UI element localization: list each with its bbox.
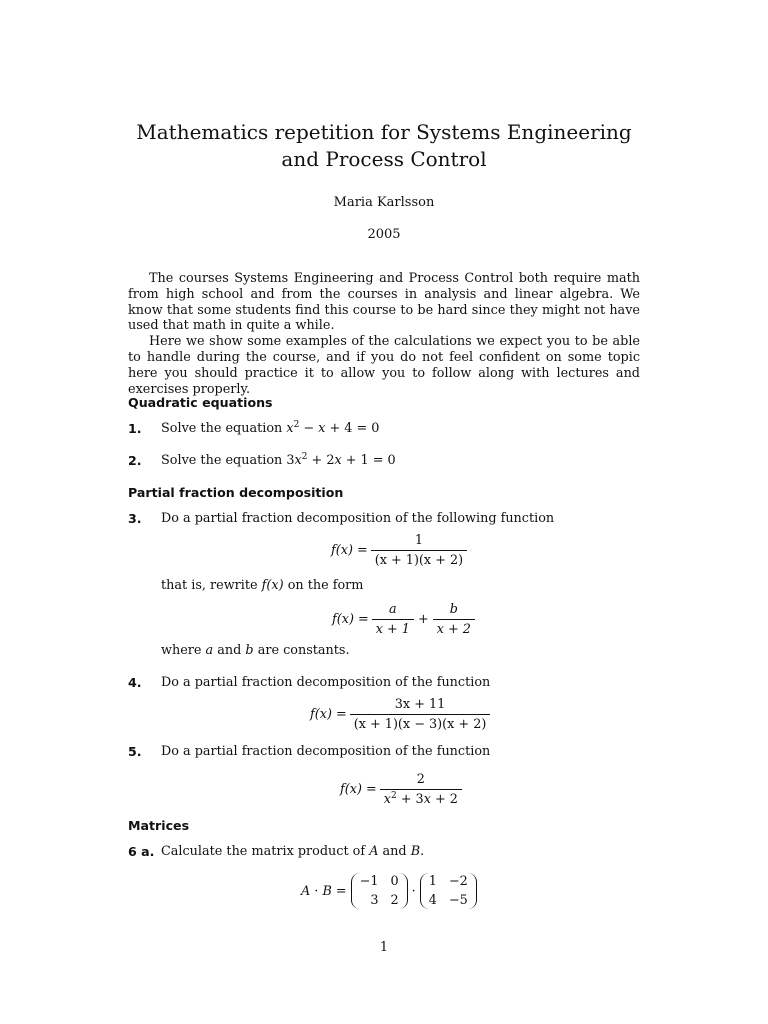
problem-number-3: 3. bbox=[128, 511, 142, 526]
matrix-equation: A · B = −1 0 3 2 · 1 −2 4 −5 bbox=[301, 873, 481, 909]
equation-1: $x^2 - x + 4 = 0$ bbox=[286, 420, 380, 436]
title-line-1: Mathematics repetition for Systems Engineering bbox=[136, 120, 632, 144]
problem-3-text-3: where a and b are constants. bbox=[161, 643, 350, 658]
introduction bbox=[128, 271, 640, 397]
section-heading-matrices: Matrices bbox=[128, 818, 190, 833]
section-heading-quadratic: Quadratic equations bbox=[128, 395, 273, 410]
title-line-2: and Process Control bbox=[281, 147, 487, 171]
problem-2-text: Solve the equation bbox=[161, 453, 283, 468]
problem-2 bbox=[161, 453, 396, 468]
problem-5-text: Do a partial fraction decomposition of the function bbox=[161, 744, 491, 759]
problem-number-2: 2. bbox=[128, 453, 142, 468]
problem-number-6a: 6 a. bbox=[128, 844, 155, 859]
problem-number-1: 1. bbox=[128, 421, 142, 436]
fraction: $\frac{2}{x^2 + 3x + 2}$ bbox=[380, 772, 462, 807]
fx-label: f(x) = bbox=[340, 782, 377, 797]
matrix-b: 1 −2 4 −5 bbox=[420, 873, 477, 909]
fx-label: f(x) = bbox=[331, 543, 368, 558]
fx-label: f(x) = bbox=[310, 707, 347, 722]
equation-5 bbox=[340, 772, 465, 807]
problem-6a: Calculate the matrix product of A and B. bbox=[161, 844, 425, 859]
fraction: $\frac{3x + 11}{(x + 1)(x - 3)(x + 2)}$ bbox=[350, 697, 491, 732]
section-heading-partial-fractions: Partial fraction decomposition bbox=[128, 485, 344, 500]
fraction-b: $\frac{b}{x + 2}$ bbox=[433, 602, 475, 637]
product-label: A · B = bbox=[301, 883, 347, 899]
page-number: 1 bbox=[379, 940, 389, 955]
equation-2: $3x^2 + 2x + 1 = 0$ bbox=[286, 452, 396, 468]
problem-3-text-2: that is, rewrite f(x) on the form bbox=[161, 578, 364, 593]
problem-number-4: 4. bbox=[128, 675, 142, 690]
problem-1-text: Solve the equation bbox=[161, 421, 283, 436]
problem-3-text: Do a partial fraction decomposition of the following function bbox=[161, 511, 555, 526]
problem-number-5: 5. bbox=[128, 744, 142, 759]
denominator: $x^2 + 3x + 2$ bbox=[380, 789, 462, 807]
problem-1 bbox=[161, 421, 379, 436]
equation-4 bbox=[310, 697, 493, 732]
problem-4-text: Do a partial fraction decomposition of the function bbox=[161, 675, 491, 690]
matrix-a: −1 0 3 2 bbox=[351, 873, 408, 909]
fraction: $\frac{1}{(x + 1)(x + 2)}$ bbox=[371, 533, 467, 568]
author: Maria Karlsson bbox=[333, 195, 435, 210]
equation-3b: f(x) = $\frac{a}{x + 1}$ + $\frac{b}{x + 2}$ bbox=[332, 602, 478, 637]
page-title bbox=[0, 119, 768, 173]
fraction-a: $\frac{a}{x + 1}$ bbox=[372, 602, 414, 637]
intro-paragraph-1: The courses Systems Engineering and Process Control both require math from high school and from the courses in analysis and linear algebra. We know that some students find this course to be hard since they might not have used that math in quite a while. bbox=[128, 271, 640, 334]
fx-label: f(x) = bbox=[332, 612, 369, 627]
year: 2005 bbox=[367, 227, 401, 242]
equation-3a bbox=[331, 533, 470, 568]
intro-paragraph-2: Here we show some examples of the calculations we expect you to be able to handle during the course, and if you do not feel confident on some topic here you should practice it to allow you to follow along with lectures and exercises properly. bbox=[128, 334, 640, 397]
